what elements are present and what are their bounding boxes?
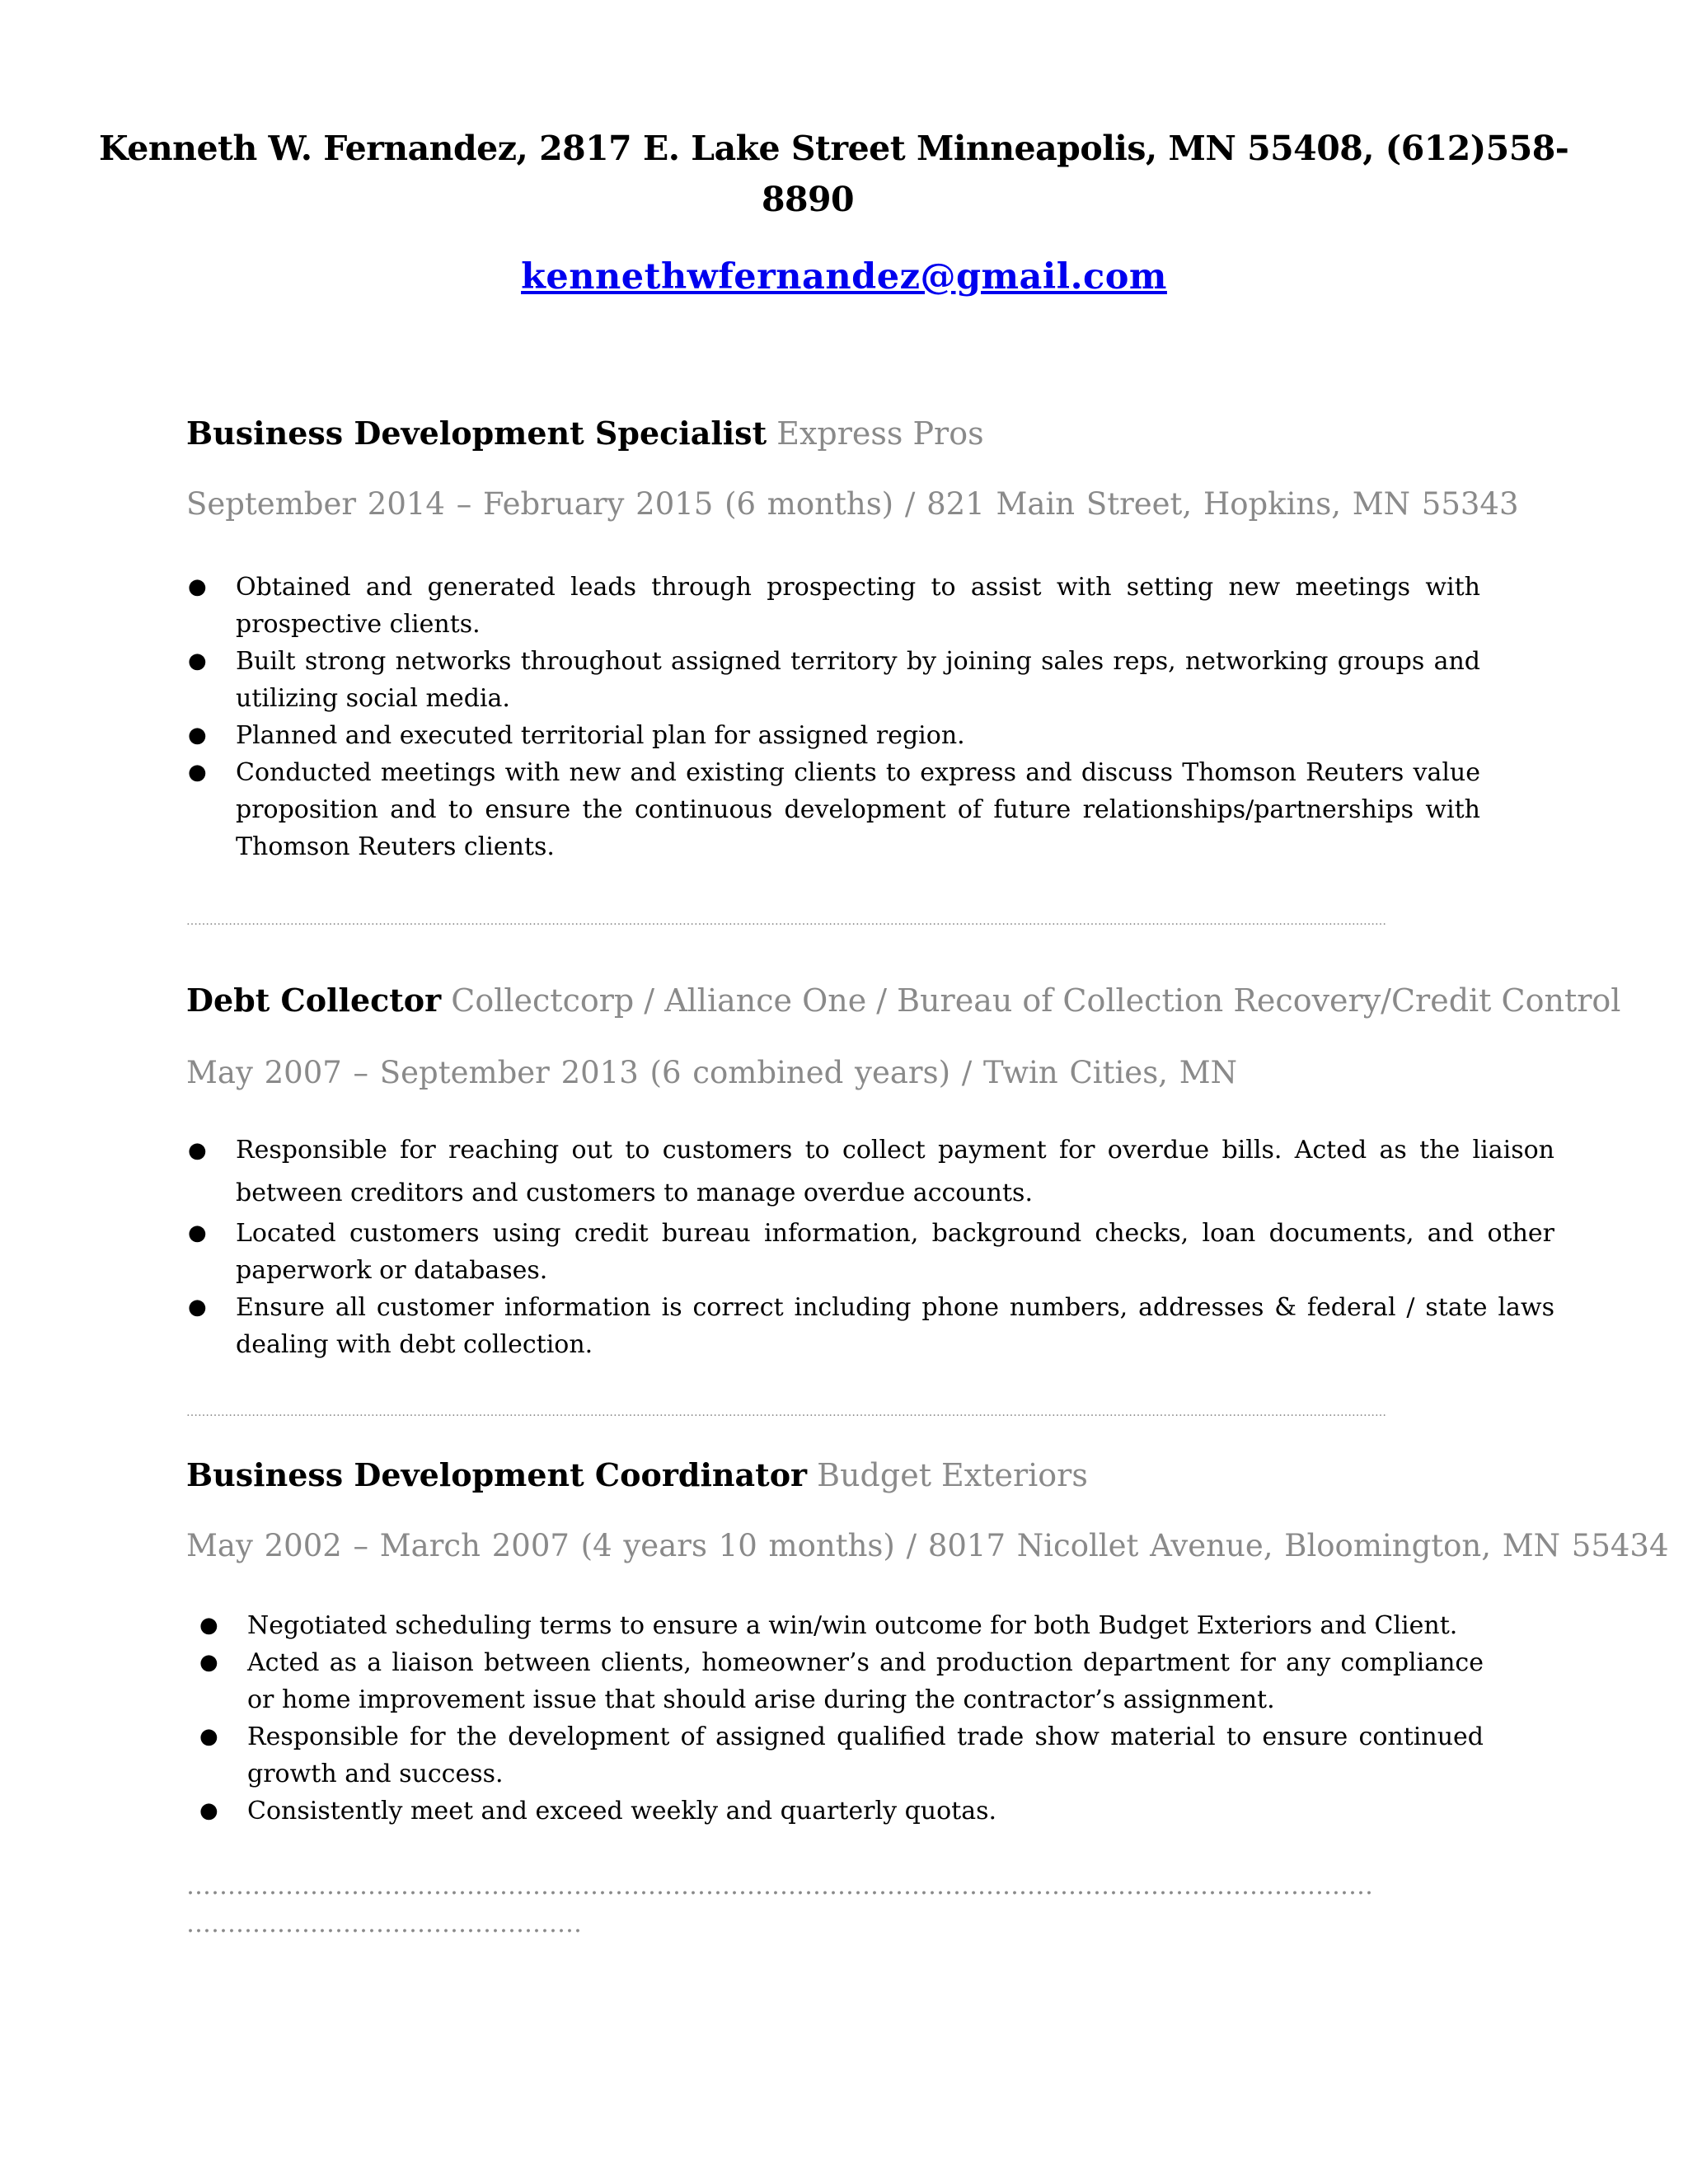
bullet-icon: ●: [188, 760, 207, 785]
job-role: Business Development Specialist: [186, 415, 767, 452]
list-item: ● Ensure all customer information is correct including phone numbers, addresses & federal / state laws dealing with debt collection.: [186, 1289, 1554, 1363]
job-title-1: [186, 412, 984, 455]
bullet-icon: ●: [199, 1650, 218, 1675]
list-item: ● Planned and executed territorial plan for assigned region.: [186, 717, 1480, 754]
bullet-icon: ●: [199, 1724, 218, 1749]
job-company: Express Pros: [776, 415, 984, 452]
job-title-3: [186, 1454, 1088, 1497]
section-divider-3: ………………………………………………………………………………………………………………………………: [186, 1872, 1373, 1900]
list-item: ● Responsible for reaching out to customers to collect payment for overdue bills. Acted as the liaison between creditors and customers to manage overdue accounts.: [186, 1129, 1554, 1215]
job-meta-2: May 2007 – September 2013 (6 combined years) / Twin Cities, MN: [186, 1055, 1237, 1090]
bullet-icon: ●: [188, 574, 207, 599]
job-company: Budget Exteriors: [817, 1457, 1088, 1493]
section-divider-2: ……………………………………………………………………………………………………………………………………………………………………………………………………………………………………………………………………………………: [186, 1406, 1386, 1419]
list-item: ● Negotiated scheduling terms to ensure a win/win outcome for both Budget Exteriors and Client.: [198, 1607, 1484, 1644]
bullet-icon: ●: [188, 1295, 207, 1319]
section-divider-1: ……………………………………………………………………………………………………………………………………………………………………………………………………………………………………………………………………………………: [186, 915, 1386, 928]
job-company: Collectcorp / Alliance One / Bureau of Collection Recovery/Credit Control: [451, 982, 1621, 1019]
list-item: ● Consistently meet and exceed weekly and quarterly quotas.: [198, 1793, 1484, 1830]
bullet-icon: ●: [188, 1221, 207, 1245]
list-item: ● Conducted meetings with new and existing clients to express and discuss Thomson Reuters value proposition and to ensure the continuous development of future relationships/partnerships with Thomson Reuters clients.: [186, 754, 1480, 865]
job-bullets-1: [186, 569, 1480, 865]
bullet-icon: ●: [199, 1798, 218, 1823]
job-meta-1: September 2014 – February 2015 (6 months) / 821 Main Street, Hopkins, MN 55343: [186, 486, 1519, 522]
job-role: Debt Collector: [186, 982, 442, 1019]
list-item: ● Responsible for the development of assigned qualified trade show material to ensure continued growth and success.: [198, 1718, 1484, 1793]
bullet-icon: ●: [188, 723, 207, 748]
bullet-icon: ●: [199, 1613, 218, 1638]
job-bullets-2: [186, 1129, 1554, 1363]
bullet-icon: ●: [188, 649, 207, 673]
section-divider-3-continued: …………………………………………: [186, 1910, 582, 1938]
job-role: Business Development Coordinator: [186, 1456, 808, 1493]
job-bullets-3: [198, 1607, 1484, 1830]
job-meta-3: May 2002 – March 2007 (4 years 10 months) / 8017 Nicollet Avenue, Bloomington, MN 55434: [186, 1528, 1669, 1563]
list-item: ● Located customers using credit bureau information, background checks, loan documents, and other paperwork or databases.: [186, 1215, 1554, 1289]
contact-header: Kenneth W. Fernandez, 2817 E. Lake Street Minneapolis, MN 55408, (612)558-: [99, 129, 1569, 168]
list-item: ● Obtained and generated leads through prospecting to assist with setting new meetings with prospective clients.: [186, 569, 1480, 643]
email-link[interactable]: kennethwfernandez@gmail.com: [521, 256, 1167, 298]
bullet-icon: ●: [188, 1138, 207, 1163]
contact-header-continued: 8890: [761, 180, 855, 219]
list-item: ● Built strong networks throughout assigned territory by joining sales reps, networking groups and utilizing social media.: [186, 643, 1480, 717]
list-item: ● Acted as a liaison between clients, homeowner’s and production department for any compliance or home improvement issue that should arise during the contractor’s assignment.: [198, 1644, 1484, 1718]
job-title-2: [186, 979, 1620, 1022]
